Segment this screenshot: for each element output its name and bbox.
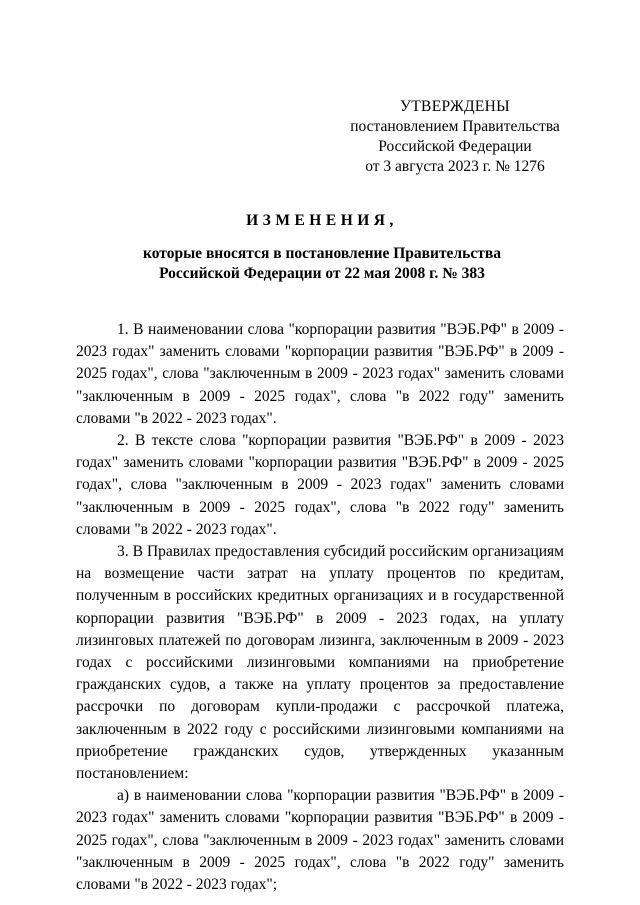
paragraph-item-1: 1. В наименовании слова "корпорации развития "ВЭБ.РФ" в 2009 - 2023 годах" заменить словами "корпорации развития "ВЭБ.РФ" в 2009 - 2025 годах", слова "заключенным в 2009 - 2023 годах" заменить словами "заключенным в 2009 - 2025 годах", слова "в 2022 году" заменить словами "в 2022 - 2023 годах". bbox=[76, 321, 564, 427]
approval-line: постановлением Правительства bbox=[350, 118, 560, 135]
approval-date-number: от 3 августа 2023 г. № 1276 bbox=[365, 158, 545, 175]
approval-heading: УТВЕРЖДЕНЫ bbox=[400, 98, 510, 115]
paragraph-item-2: 2. В тексте слова "корпорации развития "ВЭБ.РФ" в 2009 - 2023 годах" заменить словами "корпорации развития "ВЭБ.РФ" в 2009 - 2025 годах", слова "заключенным в 2009 - 2023 годах" заменить словами "заключенным в 2009 - 2025 годах", слова "в 2022 году" заменить словами "в 2022 - 2023 годах". bbox=[76, 432, 564, 538]
document-subtitle: которые вносятся в постановление Правительства bbox=[143, 245, 501, 262]
document-title bbox=[80, 211, 564, 284]
document-heading: ИЗМЕНЕНИЯ, bbox=[246, 212, 398, 229]
approval-block bbox=[330, 97, 580, 177]
paragraph-item-3: 3. В Правилах предоставления субсидий российским организациям на возмещение части затрат на уплату процентов по кредитам, полученным в российских кредитных организациях и в государственной корпорации развития "ВЭБ.РФ" в 2009 - 2023 годах, на уплату лизинговых платежей по договорам лизинга, заключенным в 2009 - 2023 годах с российскими лизинговыми компаниями на приобретение гражданских судов, а также на уплату процентов за предоставление рассрочки по договорам купли-продажи с рассрочкой платежа, заключенным в 2022 году с российскими лизинговыми компаниями на приобретение гражданских судов, утвержденных указанным постановлением: bbox=[76, 543, 564, 783]
paragraph-subitem-a: а) в наименовании слова "корпорации развития "ВЭБ.РФ" в 2009 - 2023 годах" заменить словами "корпорации развития "ВЭБ.РФ" в 2009 - 2025 годах", слова "заключенным в 2009 - 2023 годах" заменить словами "заключенным в 2009 - 2025 годах", слова "в 2022 году" заменить словами "в 2022 - 2023 годах"; bbox=[76, 787, 564, 894]
document-body bbox=[76, 319, 564, 896]
document-subtitle: Российской Федерации от 22 мая 2008 г. № 383 bbox=[159, 265, 485, 282]
approval-line: Российской Федерации bbox=[378, 138, 532, 155]
